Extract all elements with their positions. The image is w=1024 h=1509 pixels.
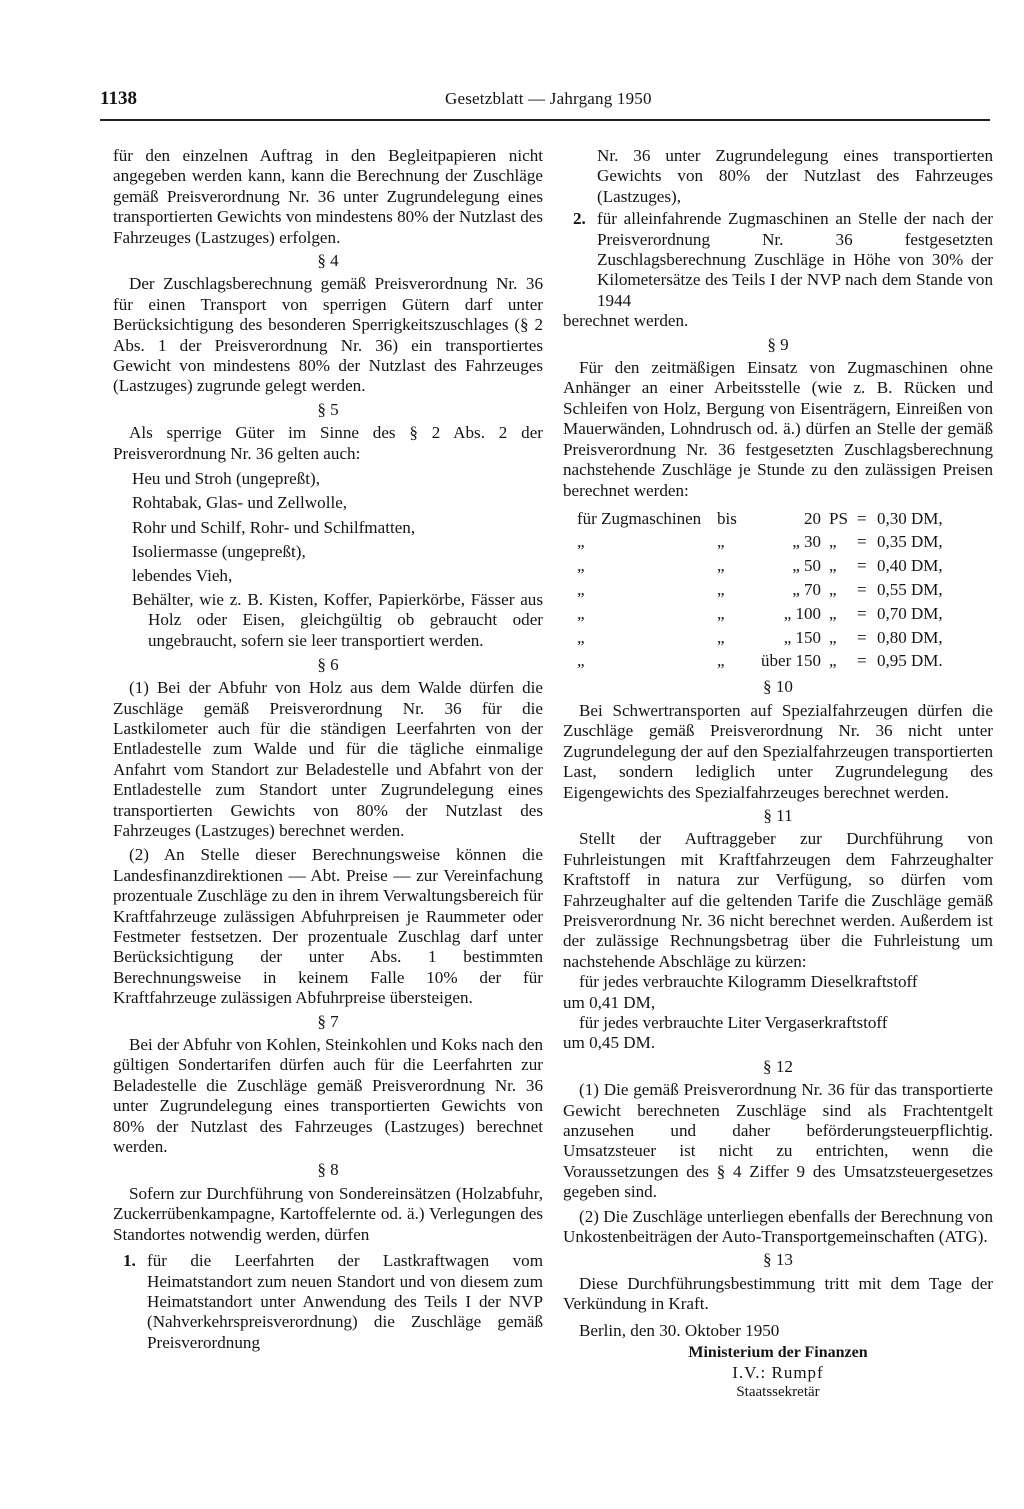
rate-cell-c2: „ (717, 579, 725, 599)
rate-cell-c2: bis (717, 508, 737, 528)
rate-cell-c5: = (857, 556, 867, 576)
rate-cell-c4: PS (829, 508, 848, 528)
rate-cell-c1: „ (577, 556, 585, 576)
section-8-heading: § 8 (317, 1160, 339, 1180)
table-row (577, 626, 977, 650)
rate-cell-c6: 0,80 DM, (877, 627, 943, 647)
diesel-deduction-amount: um 0,41 DM, (563, 992, 656, 1012)
list-item: Heu und Stroh (ungepreßt), (132, 469, 320, 489)
rate-cell-c6: 0,55 DM, (877, 579, 943, 599)
section-8-closing: berechnet werden. (563, 311, 689, 331)
list-item: Behälter, wie z. B. Kisten, Koffer, Papierkörbe, Fässer aus Holz oder Eisen, gleichgültig ob gebraucht oder ungebraucht, sofern sie leer transportiert werden. (132, 590, 543, 650)
section-12-heading: § 12 (763, 1056, 793, 1076)
rate-cell-c3: über 150 (761, 651, 821, 671)
list-item: Rohr und Schilf, Rohr- und Schilfmatten, (132, 517, 416, 537)
page-header (100, 88, 990, 118)
right-column (563, 146, 993, 1401)
table-row (577, 555, 977, 579)
rate-cell-c6: 0,70 DM, (877, 603, 943, 623)
rate-cell-c3: „ 70 (792, 579, 821, 599)
section-11-heading: § 11 (763, 805, 793, 825)
table-row (577, 531, 977, 555)
section-13-text: Diese Durchführungsbestimmung tritt mit dem Tage der Verkündung in Kraft. (563, 1273, 993, 1314)
rate-cell-c3: „ 100 (783, 603, 821, 623)
rate-cell-c6: 0,30 DM, (877, 508, 943, 528)
rate-cell-c5: = (857, 651, 867, 671)
rate-cell-c2: „ (717, 556, 725, 576)
signature-block (563, 1343, 993, 1401)
header-rule (100, 119, 990, 121)
rate-cell-c5: = (857, 532, 867, 552)
rate-cell-c3: „ 50 (792, 556, 821, 576)
section-12-paragraph-1: (1) Die gemäß Preisverordnung Nr. 36 für das transportierte Gewicht berechneten Zuschläge sind als Frachtentgelt anzusehen und daher beförderungsteuerpflichtig. Umsatzsteuer ist nicht zu entrichten, wenn die Voraussetzungen des § 4 Ziffer 9 des Umsatzsteuergesetzes gegeben sind. (563, 1080, 993, 1202)
date-line: Berlin, den 30. Oktober 1950 (579, 1320, 780, 1340)
left-column (113, 146, 543, 1353)
section-9-text: Für den zeitmäßigen Einsatz von Zugmaschinen ohne Anhänger an einer Arbeitsstelle (wie z. B. Rücken und Schleifen von Holz, Bergung von Eisenträgern, Einreißen von Mauerwänden, Lohndrusch od. ä.) dürfen an Stelle der gemäß Preisverordnung Nr. 36 festgesetzten Zuschlagsberechnung nachstehende Zuschläge je Stunde zu den zulässigen Preisen berechnet werden: (563, 358, 993, 500)
rate-cell-c6: 0,40 DM, (877, 556, 943, 576)
tractor-rate-table (577, 507, 977, 674)
rate-cell-c1: „ (577, 627, 585, 647)
rate-cell-c6: 0,35 DM, (877, 532, 943, 552)
list-item: Isoliermasse (ungepreßt), (132, 541, 306, 561)
rate-cell-c1: „ (577, 532, 585, 552)
section-6-paragraph-2: (2) An Stelle dieser Berechnungsweise können die Landesfinanzdirektionen — Abt. Preise — zur Vereinfachung prozentuale Zuschläge zu den in ihrem Verwaltungsbereich für Kraftfahrzeuge zulässigen Abfuhrpreisen je Raummeter oder Festmeter festsetzen. Der prozentuale Zuschlag darf unter Berücksichtigung der unter Abs. 1 bestimmten Berechnungsweise in keinem Falle 10% der für Kraftfahrzeuge zulässigen Abfuhrpreise übersteigen. (113, 845, 543, 1008)
ministry-name: Ministerium der Finanzen (688, 1344, 868, 1362)
list-item-number: 1. (123, 1251, 136, 1271)
section-8-text: Sofern zur Durchführung von Sondereinsätzen (Holzabfuhr, Zuckerrübenkampagne, Kartoffelernte od. ä.) Verlegungen des Standortes notwendig werden, dürfen (113, 1183, 543, 1244)
rate-cell-c2: „ (717, 651, 725, 671)
rate-cell-c1: für Zugmaschinen (577, 508, 702, 528)
section-13-heading: § 13 (763, 1250, 793, 1270)
page-number: 1138 (100, 88, 137, 109)
rate-cell-c2: „ (717, 627, 725, 647)
rate-cell-c5: = (857, 603, 867, 623)
rate-cell-c6: 0,95 DM. (877, 651, 943, 671)
rate-cell-c1: „ (577, 579, 585, 599)
section-10-heading: § 10 (763, 677, 793, 697)
rate-cell-c1: „ (577, 603, 585, 623)
rate-cell-c5: = (857, 627, 867, 647)
rate-cell-c3: „ 30 (792, 532, 821, 552)
rate-cell-c2: „ (717, 603, 725, 623)
section-6-paragraph-1: (1) Bei der Abfuhr von Holz aus dem Walde dürfen die Zuschläge gemäß Preisverordnung Nr. 36 für die Lastkilometer auch für die ständigen Leerfahrten von der Entladestelle zum Walde und für die tägliche einmalige Anfahrt vom Standort zur Beladestelle und Abfahrt von der Entladestelle zum Standort unter Zugrundelegung eines transportierten Gewichts von 80% der Nutzlast des Fahrzeuges (Lastzuges) berechnet werden. (113, 678, 543, 840)
rate-cell-c4: „ (829, 579, 837, 599)
section-4-heading: § 4 (317, 251, 339, 271)
section-4-text: Der Zuschlagsberechnung gemäß Preisverordnung Nr. 36 für einen Transport von sperrigen Gütern darf unter Berücksichtigung des besonderen Sperrigkeitszuschlages (§ 2 Abs. 1 der Preisverordnung Nr. 36) ein transportiertes Gewicht von mindestens 80% der Nutzlast des Fahrzeuges (Lastzuges) zugrunde gelegt werden. (113, 274, 543, 396)
section-11-text: Stellt der Auftraggeber zur Durchführung von Fuhrleistungen mit Kraftfahrzeugen dem Fahrzeughalter Kraftstoff in natura zur Verfügung, so dürfen vom Fahrzeughalter auf die geltenden Tarife die Zuschläge gemäß Preisverordnung Nr. 36 nicht berechnet werden. Außerdem ist der zulässige Rechnungsbetrag über die Fuhrleistung um nachstehende Abschläge zu kürzen: (563, 829, 993, 971)
rate-cell-c3: 20 (804, 508, 821, 528)
signer-title: Staatssekretär (736, 1384, 820, 1401)
list-item-text: für die Leerfahrten der Lastkraftwagen vom Heimatstandort zum neuen Standort und von diesem zum Heimatstandort unter Anwendung des Teils I der NVP (Nahverkehrspreisverordnung) die Zuschläge gemäß Preisverordnung (147, 1251, 543, 1352)
list-item (113, 1251, 543, 1353)
section-10-text: Bei Schwertransporten auf Spezialfahrzeugen dürfen die Zuschläge gemäß Preisverordnung Nr. 36 nicht unter Zugrundelegung der auf den Spezialfahrzeugen transportierten Last, sondern lediglich unter Zugrundelegung des Eigengewichts des Spezialfahrzeuges berechnet werden. (563, 700, 993, 802)
list-item: Rohtabak, Glas- und Zellwolle, (132, 493, 348, 513)
rate-cell-c4: „ (829, 556, 837, 576)
signer-name: I.V.: Rumpf (732, 1363, 824, 1383)
rate-cell-c1: „ (577, 651, 585, 671)
bulky-goods-list (113, 469, 543, 651)
petrol-deduction-amount: um 0,45 DM. (563, 1033, 656, 1053)
rate-cell-c4: „ (829, 532, 837, 552)
section-8-item-1-continuation: Nr. 36 unter Zugrundelegung eines transportierten Gewichts von 80% der Nutzlast des Fahrzeuges (Lastzuges), (597, 146, 993, 206)
running-title: Gesetzblatt — Jahrgang 1950 (445, 89, 652, 108)
rate-cell-c4: „ (829, 603, 837, 623)
rate-cell-c4: „ (829, 651, 837, 671)
petrol-deduction-label: für jedes verbrauchte Liter Vergaserkraftstoff (579, 1012, 888, 1032)
rate-cell-c2: „ (717, 532, 725, 552)
list-item (563, 209, 993, 311)
section-7-heading: § 7 (317, 1011, 339, 1031)
section-7-text: Bei der Abfuhr von Kohlen, Steinkohlen und Koks nach den gültigen Sondertarifen dürfen auch für die Leerfahrten zur Beladestelle die Zuschläge gemäß Preisverordnung Nr. 36 unter Zugrundelegung eines transportierten Gewichts von 80% der Nutzlast des Fahrzeuges (Lastzuges) berechnet werden. (113, 1035, 543, 1157)
table-row (577, 507, 977, 531)
section-5-heading: § 5 (317, 399, 339, 419)
section-9-heading: § 9 (767, 334, 789, 354)
section-8-list (113, 1251, 543, 1353)
rate-cell-c3: „ 150 (783, 627, 821, 647)
list-item-text: für alleinfahrende Zugmaschinen an Stelle der nach der Preisverordnung Nr. 36 festgesetzten Zuschlagsberechnung Zuschläge in Höhe von 30% der Kilometersätze des Teils I der NVP nach dem Stande von 1944 (597, 209, 993, 310)
rate-cell-c4: „ (829, 627, 837, 647)
intro-paragraph: für den einzelnen Auftrag in den Begleitpapieren nicht angegeben werden kann, kann die Berechnung der Zuschläge gemäß Preisverordnung Nr. 36 unter Zugrundelegung eines transportierten Gewichts von mindestens 80% der Nutzlast des Fahrzeuges (Lastzuges) erfolgen. (113, 146, 543, 247)
section-6-heading: § 6 (317, 654, 339, 674)
table-row (577, 602, 977, 626)
diesel-deduction-label: für jedes verbrauchte Kilogramm Dieselkraftstoff (579, 972, 918, 992)
section-12-paragraph-2: (2) Die Zuschläge unterliegen ebenfalls der Berechnung von Unkostenbeiträgen der Auto-Transportgemeinschaften (ATG). (563, 1206, 993, 1247)
section-5-text: Als sperrige Güter im Sinne des § 2 Abs. 2 der Preisverordnung Nr. 36 gelten auch: (113, 423, 543, 463)
table-row (577, 650, 977, 674)
list-item-number: 2. (573, 209, 586, 229)
rate-cell-c5: = (857, 508, 867, 528)
list-item: lebendes Vieh, (132, 565, 233, 585)
section-8-list-continued (563, 209, 993, 311)
table-row (577, 578, 977, 602)
rate-cell-c5: = (857, 579, 867, 599)
